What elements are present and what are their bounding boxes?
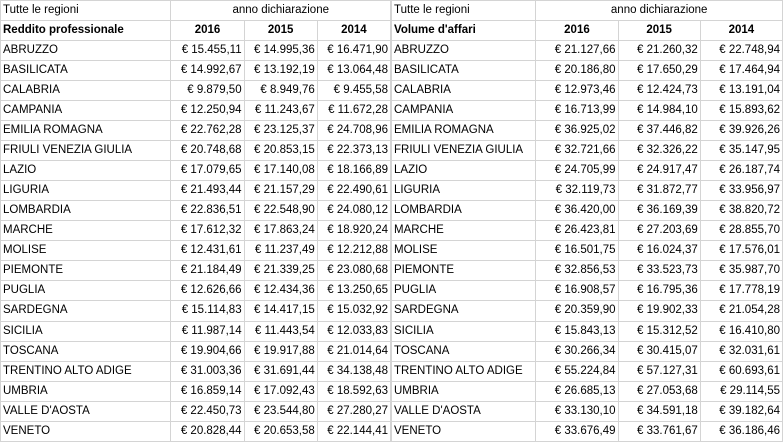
year-header-cell[interactable]: 2016 xyxy=(171,21,244,41)
table-row xyxy=(392,41,783,61)
group-label-cell[interactable]: anno dichiarazione xyxy=(171,1,391,21)
value-cell[interactable]: € 11.237,49 xyxy=(244,241,317,261)
region-cell[interactable]: VALLE D'AOSTA xyxy=(392,401,536,421)
value-cell[interactable]: € 33.956,97 xyxy=(700,181,782,201)
value-cell[interactable]: € 23.080,68 xyxy=(317,261,390,281)
value-cell[interactable]: € 30.415,07 xyxy=(618,341,700,361)
region-cell[interactable]: BASILICATA xyxy=(392,61,536,81)
value-cell[interactable]: € 16.713,99 xyxy=(536,101,618,121)
value-cell[interactable]: € 14.992,67 xyxy=(171,61,244,81)
table-row xyxy=(392,281,783,301)
value-cell[interactable]: € 21.339,25 xyxy=(244,261,317,281)
value-cell[interactable]: € 9.879,50 xyxy=(171,81,244,101)
table-row xyxy=(392,201,783,221)
value-cell[interactable]: € 15.893,62 xyxy=(700,101,782,121)
value-cell[interactable]: € 8.949,76 xyxy=(244,81,317,101)
value-cell[interactable]: € 33.676,49 xyxy=(536,421,618,441)
table-row xyxy=(392,321,783,341)
region-cell[interactable]: VALLE D'AOSTA xyxy=(1,401,171,421)
value-cell[interactable]: € 19.917,88 xyxy=(244,341,317,361)
value-cell[interactable]: € 22.548,90 xyxy=(244,201,317,221)
table-row xyxy=(392,341,783,361)
value-cell[interactable]: € 14.984,10 xyxy=(618,101,700,121)
table-row xyxy=(1,281,391,301)
value-cell[interactable]: € 55.224,84 xyxy=(536,361,618,381)
table-row xyxy=(392,181,783,201)
value-cell[interactable]: € 34.138,48 xyxy=(317,361,390,381)
table-row xyxy=(1,361,391,381)
value-cell[interactable]: € 17.079,65 xyxy=(171,161,244,181)
table-row xyxy=(392,161,783,181)
value-cell[interactable]: € 27.203,69 xyxy=(618,221,700,241)
value-cell[interactable]: € 12.424,73 xyxy=(618,81,700,101)
value-cell[interactable]: € 26.685,13 xyxy=(536,381,618,401)
value-cell[interactable]: € 11.243,67 xyxy=(244,101,317,121)
table-row xyxy=(1,421,391,441)
region-cell[interactable]: MOLISE xyxy=(1,241,171,261)
value-cell[interactable]: € 11.443,54 xyxy=(244,321,317,341)
value-cell[interactable]: € 18.166,89 xyxy=(317,161,390,181)
year-header-cell[interactable]: 2015 xyxy=(244,21,317,41)
value-cell[interactable]: € 36.169,39 xyxy=(618,201,700,221)
value-cell[interactable]: € 23.125,37 xyxy=(244,121,317,141)
table-row xyxy=(1,321,391,341)
value-cell[interactable]: € 12.973,46 xyxy=(536,81,618,101)
value-cell[interactable]: € 17.612,32 xyxy=(171,221,244,241)
region-cell[interactable]: SARDEGNA xyxy=(392,301,536,321)
value-cell[interactable]: € 20.653,58 xyxy=(244,421,317,441)
value-cell[interactable]: € 15.843,13 xyxy=(536,321,618,341)
value-cell[interactable]: € 16.908,57 xyxy=(536,281,618,301)
header-label-cell[interactable]: Tutte le regioni xyxy=(1,1,171,21)
value-cell[interactable]: € 17.140,08 xyxy=(244,161,317,181)
table-row xyxy=(392,121,783,141)
region-cell[interactable]: MOLISE xyxy=(392,241,536,261)
value-cell[interactable]: € 31.872,77 xyxy=(618,181,700,201)
region-cell[interactable]: LAZIO xyxy=(392,161,536,181)
value-cell[interactable]: € 24.917,47 xyxy=(618,161,700,181)
value-cell[interactable]: € 12.033,83 xyxy=(317,321,390,341)
value-cell[interactable]: € 24.708,96 xyxy=(317,121,390,141)
volume-affari-table xyxy=(391,0,783,442)
value-cell[interactable]: € 22.450,73 xyxy=(171,401,244,421)
year-header-cell[interactable]: 2015 xyxy=(618,21,700,41)
table-row xyxy=(392,301,783,321)
metric-label-cell[interactable]: Reddito professionale xyxy=(1,21,171,41)
value-cell[interactable]: € 11.987,14 xyxy=(171,321,244,341)
value-cell[interactable]: € 16.795,36 xyxy=(618,281,700,301)
region-cell[interactable]: LAZIO xyxy=(1,161,171,181)
region-cell[interactable]: FRIULI VENEZIA GIULIA xyxy=(392,141,536,161)
value-cell[interactable]: € 31.691,44 xyxy=(244,361,317,381)
table-row xyxy=(392,421,783,441)
value-cell[interactable]: € 36.925,02 xyxy=(536,121,618,141)
value-cell[interactable]: € 15.114,83 xyxy=(171,301,244,321)
region-cell[interactable]: FRIULI VENEZIA GIULIA xyxy=(1,141,171,161)
table-body xyxy=(392,1,783,442)
value-cell[interactable]: € 33.523,73 xyxy=(618,261,700,281)
value-cell[interactable]: € 32.856,53 xyxy=(536,261,618,281)
table-row xyxy=(1,401,391,421)
value-cell[interactable]: € 17.576,01 xyxy=(700,241,782,261)
table-row xyxy=(1,81,391,101)
table-row xyxy=(392,381,783,401)
value-cell[interactable]: € 14.995,36 xyxy=(244,41,317,61)
value-cell[interactable]: € 29.114,55 xyxy=(700,381,782,401)
table-row xyxy=(1,221,391,241)
value-cell[interactable]: € 15.455,11 xyxy=(171,41,244,61)
value-cell[interactable]: € 16.410,80 xyxy=(700,321,782,341)
value-cell[interactable]: € 12.431,61 xyxy=(171,241,244,261)
value-cell[interactable]: € 16.024,37 xyxy=(618,241,700,261)
table-row xyxy=(392,81,783,101)
value-cell[interactable]: € 11.672,28 xyxy=(317,101,390,121)
region-cell[interactable]: ABRUZZO xyxy=(392,41,536,61)
value-cell[interactable]: € 34.591,18 xyxy=(618,401,700,421)
value-cell[interactable]: € 17.650,29 xyxy=(618,61,700,81)
value-cell[interactable]: € 18.920,24 xyxy=(317,221,390,241)
value-cell[interactable]: € 18.592,63 xyxy=(317,381,390,401)
value-cell[interactable]: € 31.003,36 xyxy=(171,361,244,381)
value-cell[interactable]: € 20.748,68 xyxy=(171,141,244,161)
value-cell[interactable]: € 24.705,99 xyxy=(536,161,618,181)
value-cell[interactable]: € 17.464,94 xyxy=(700,61,782,81)
region-cell[interactable]: BASILICATA xyxy=(1,61,171,81)
table-row xyxy=(1,181,391,201)
value-cell[interactable]: € 17.092,43 xyxy=(244,381,317,401)
value-cell[interactable]: € 21.184,49 xyxy=(171,261,244,281)
table-row xyxy=(392,261,783,281)
value-cell[interactable]: € 15.312,52 xyxy=(618,321,700,341)
value-cell[interactable]: € 17.863,24 xyxy=(244,221,317,241)
value-cell[interactable]: € 21.260,32 xyxy=(618,41,700,61)
table-row xyxy=(1,161,391,181)
value-cell[interactable]: € 13.192,19 xyxy=(244,61,317,81)
table-row xyxy=(1,301,391,321)
value-cell[interactable]: € 35.987,70 xyxy=(700,261,782,281)
region-cell[interactable]: TRENTINO ALTO ADIGE xyxy=(1,361,171,381)
table-row xyxy=(392,241,783,261)
region-cell[interactable]: PIEMONTE xyxy=(392,261,536,281)
value-cell[interactable]: € 35.147,95 xyxy=(700,141,782,161)
header-row xyxy=(1,1,391,21)
table-row xyxy=(1,121,391,141)
value-cell[interactable]: € 36.420,00 xyxy=(536,201,618,221)
metric-label-cell[interactable]: Volume d'affari xyxy=(392,21,536,41)
region-cell[interactable]: UMBRIA xyxy=(392,381,536,401)
value-cell[interactable]: € 38.820,72 xyxy=(700,201,782,221)
value-cell[interactable]: € 57.127,31 xyxy=(618,361,700,381)
region-cell[interactable]: CAMPANIA xyxy=(392,101,536,121)
value-cell[interactable]: € 20.359,90 xyxy=(536,301,618,321)
region-cell[interactable]: LOMBARDIA xyxy=(392,201,536,221)
year-header-cell[interactable]: 2016 xyxy=(536,21,618,41)
value-cell[interactable]: € 22.762,28 xyxy=(171,121,244,141)
value-cell[interactable]: € 12.250,94 xyxy=(171,101,244,121)
table-row xyxy=(1,61,391,81)
value-cell[interactable]: € 23.544,80 xyxy=(244,401,317,421)
subheader-row xyxy=(1,21,391,41)
value-cell[interactable]: € 60.693,61 xyxy=(700,361,782,381)
region-cell[interactable]: ABRUZZO xyxy=(1,41,171,61)
table-row xyxy=(392,401,783,421)
table-row xyxy=(1,101,391,121)
value-cell[interactable]: € 19.904,66 xyxy=(171,341,244,361)
value-cell[interactable]: € 26.423,81 xyxy=(536,221,618,241)
table-row xyxy=(1,241,391,261)
value-cell[interactable]: € 22.748,94 xyxy=(700,41,782,61)
region-cell[interactable]: SARDEGNA xyxy=(1,301,171,321)
table-row xyxy=(392,141,783,161)
region-cell[interactable]: PUGLIA xyxy=(1,281,171,301)
region-cell[interactable]: LIGURIA xyxy=(1,181,171,201)
subheader-row xyxy=(392,21,783,41)
value-cell[interactable]: € 22.836,51 xyxy=(171,201,244,221)
value-cell[interactable]: € 21.014,64 xyxy=(317,341,390,361)
value-cell[interactable]: € 20.853,15 xyxy=(244,141,317,161)
value-cell[interactable]: € 13.250,65 xyxy=(317,281,390,301)
value-cell[interactable]: € 39.182,64 xyxy=(700,401,782,421)
region-cell[interactable]: TRENTINO ALTO ADIGE xyxy=(392,361,536,381)
table-row xyxy=(392,221,783,241)
value-cell[interactable]: € 9.455,58 xyxy=(317,81,390,101)
region-cell[interactable]: SICILIA xyxy=(1,321,171,341)
value-cell[interactable]: € 27.053,68 xyxy=(618,381,700,401)
region-cell[interactable]: CAMPANIA xyxy=(1,101,171,121)
value-cell[interactable]: € 13.064,48 xyxy=(317,61,390,81)
value-cell[interactable]: € 19.902,33 xyxy=(618,301,700,321)
region-cell[interactable]: CALABRIA xyxy=(1,81,171,101)
value-cell[interactable]: € 12.212,88 xyxy=(317,241,390,261)
table-row xyxy=(1,261,391,281)
value-cell[interactable]: € 32.119,73 xyxy=(536,181,618,201)
region-cell[interactable]: MARCHE xyxy=(392,221,536,241)
value-cell[interactable]: € 22.373,13 xyxy=(317,141,390,161)
value-cell[interactable]: € 39.926,26 xyxy=(700,121,782,141)
value-cell[interactable]: € 21.157,29 xyxy=(244,181,317,201)
value-cell[interactable]: € 20.186,80 xyxy=(536,61,618,81)
year-header-cell[interactable]: 2014 xyxy=(317,21,390,41)
value-cell[interactable]: € 17.778,19 xyxy=(700,281,782,301)
value-cell[interactable]: € 27.280,27 xyxy=(317,401,390,421)
value-cell[interactable]: € 22.144,41 xyxy=(317,421,390,441)
value-cell[interactable]: € 24.080,12 xyxy=(317,201,390,221)
region-cell[interactable]: TOSCANA xyxy=(1,341,171,361)
value-cell[interactable]: € 32.326,22 xyxy=(618,141,700,161)
group-label-cell[interactable]: anno dichiarazione xyxy=(536,1,783,21)
table-row xyxy=(1,41,391,61)
region-cell[interactable]: VENETO xyxy=(1,421,171,441)
value-cell[interactable]: € 36.186,46 xyxy=(700,421,782,441)
value-cell[interactable]: € 33.761,67 xyxy=(618,421,700,441)
table-row xyxy=(392,61,783,81)
header-label-cell[interactable]: Tutte le regioni xyxy=(392,1,536,21)
region-cell[interactable]: SICILIA xyxy=(392,321,536,341)
region-cell[interactable]: LOMBARDIA xyxy=(1,201,171,221)
value-cell[interactable]: € 15.032,92 xyxy=(317,301,390,321)
value-cell[interactable]: € 21.493,44 xyxy=(171,181,244,201)
table-row xyxy=(1,381,391,401)
region-cell[interactable]: EMILIA ROMAGNA xyxy=(1,121,171,141)
value-cell[interactable]: € 16.501,75 xyxy=(536,241,618,261)
value-cell[interactable]: € 30.266,34 xyxy=(536,341,618,361)
value-cell[interactable]: € 26.187,74 xyxy=(700,161,782,181)
table-row xyxy=(1,341,391,361)
value-cell[interactable]: € 20.828,44 xyxy=(171,421,244,441)
region-cell[interactable]: PUGLIA xyxy=(392,281,536,301)
region-cell[interactable]: LIGURIA xyxy=(392,181,536,201)
value-cell[interactable]: € 14.417,15 xyxy=(244,301,317,321)
reddito-professionale-table xyxy=(0,0,391,442)
value-cell[interactable]: € 13.191,04 xyxy=(700,81,782,101)
value-cell[interactable]: € 21.127,66 xyxy=(536,41,618,61)
table-body xyxy=(1,1,391,442)
year-header-cell[interactable]: 2014 xyxy=(700,21,782,41)
value-cell[interactable]: € 22.490,61 xyxy=(317,181,390,201)
value-cell[interactable]: € 16.471,90 xyxy=(317,41,390,61)
region-cell[interactable]: UMBRIA xyxy=(1,381,171,401)
value-cell[interactable]: € 28.855,70 xyxy=(700,221,782,241)
value-cell[interactable]: € 37.446,82 xyxy=(618,121,700,141)
table-row xyxy=(392,361,783,381)
table-row xyxy=(1,201,391,221)
value-cell[interactable]: € 32.031,61 xyxy=(700,341,782,361)
header-row xyxy=(392,1,783,21)
value-cell[interactable]: € 32.721,66 xyxy=(536,141,618,161)
value-cell[interactable]: € 12.626,66 xyxy=(171,281,244,301)
value-cell[interactable]: € 33.130,10 xyxy=(536,401,618,421)
region-cell[interactable]: CALABRIA xyxy=(392,81,536,101)
table-row xyxy=(392,101,783,121)
value-cell[interactable]: € 16.859,14 xyxy=(171,381,244,401)
region-cell[interactable]: MARCHE xyxy=(1,221,171,241)
region-cell[interactable]: EMILIA ROMAGNA xyxy=(392,121,536,141)
value-cell[interactable]: € 21.054,28 xyxy=(700,301,782,321)
region-cell[interactable]: TOSCANA xyxy=(392,341,536,361)
region-cell[interactable]: VENETO xyxy=(392,421,536,441)
value-cell[interactable]: € 12.434,36 xyxy=(244,281,317,301)
region-cell[interactable]: PIEMONTE xyxy=(1,261,171,281)
table-row xyxy=(1,141,391,161)
